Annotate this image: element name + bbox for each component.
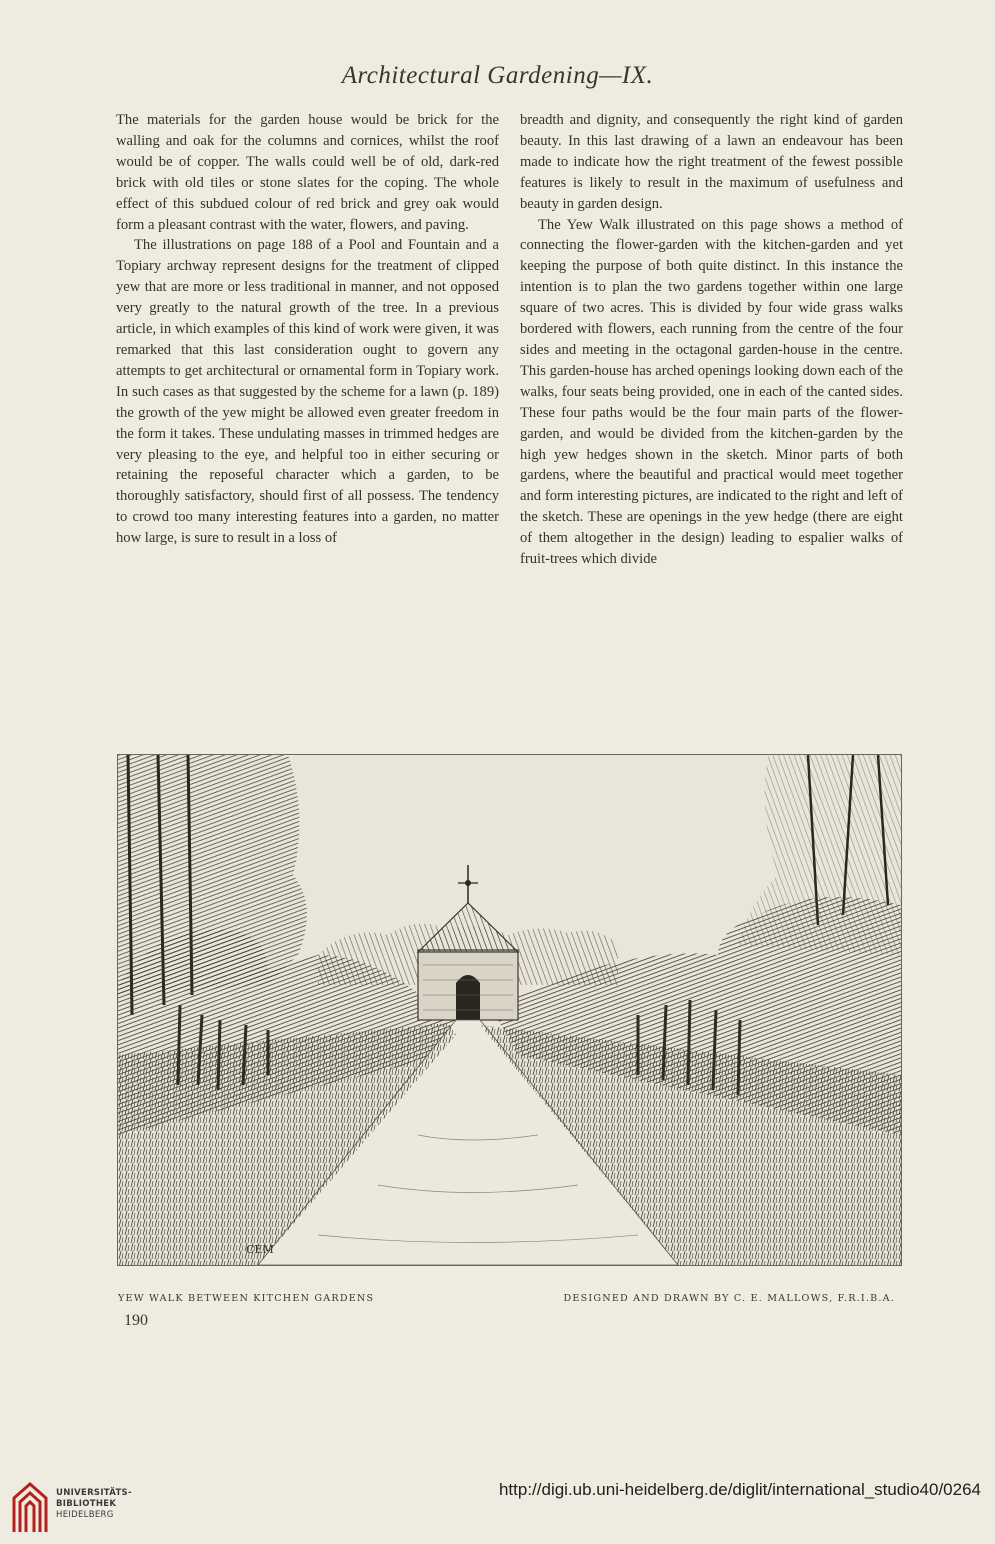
artist-signature: CEM (246, 1243, 274, 1256)
paragraph: breadth and dignity, and consequently the right kind of garden beauty. In this last drawing of a lawn an endeavour has been made to indicate how the right treatment of the fewest possible features is likely to result in the maximum of usefulness and beauty in garden design. (520, 112, 903, 212)
page-title: Architectural Gardening—IX. (341, 62, 654, 89)
article-left-column (116, 110, 499, 549)
article-right-column (520, 110, 903, 570)
library-name-line: BIBLIOTHEK (56, 1499, 117, 1509)
page-number: 190 (124, 1312, 148, 1329)
yew-walk-drawing (118, 755, 901, 1265)
figure-caption-right: DESIGNED AND DRAWN BY C. E. MALLOWS, F.R.I.B.A. (563, 1293, 895, 1304)
yew-walk-illustration (117, 754, 902, 1266)
source-url-link[interactable]: http://digi.ub.uni-heidelberg.de/diglit/international_studio40/0264 (498, 1480, 981, 1499)
paragraph: The Yew Walk illustrated on this page shows a method of connecting the flower-garden with the kitchen-garden and yet keeping the purpose of both quite distinct. In this instance the intention is to plan the two gardens together within one large square of two acres. This is divided by four wide grass walks bordered with flowers, each running from the centre of the four sides and meeting in the octagonal garden-house in the centre. This garden-house has arched openings looking down each of the walks, four seats being provided, one in each of the canted sides. These four paths would be the four main parts of the flower-garden, and would be divided from the kitchen-garden by the high yew hedges shown in the sketch. Minor parts of both gardens, where the beautiful and practical would meet together and form interesting pictures, are indicated to the right and left of the sketch. These are openings in the yew hedge (there are eight of them altogether in the design) leading to espalier walks of fruit-trees which divide (520, 216, 903, 568)
library-name-line: UNIVERSITÄTS- (56, 1488, 132, 1498)
figure-caption-left: YEW WALK BETWEEN KITCHEN GARDENS (118, 1293, 375, 1304)
library-name-line: HEIDELBERG (56, 1510, 114, 1520)
paragraph: The illustrations on page 188 of a Pool and Fountain and a Topiary archway represent designs for the treatment of clipped yew that are more or less traditional in manner, and not opposed very greatly to the natural growth of the tree. In a previous article, in which examples of this kind of work were given, it was remarked that this last consideration ought to govern any attempts to get architectural or ornamental form in Topiary work. In such cases as that suggested by the scheme for a lawn (p. 189) the growth of the yew might be allowed even greater freedom in the form it takes. These undulating masses in trimmed hedges are very pleasing to the eye, and helpful too in either securing or retaining the reposeful character which a garden, to be thoroughly satisfactory, should first of all possess. The tendency to crowd too many interesting features into a garden, no matter how large, is sure to result in a loss of (116, 237, 499, 547)
library-name (56, 1488, 132, 1521)
library-logo-icon (10, 1480, 50, 1536)
paragraph: The materials for the garden house would be brick for the walling and oak for the columns and cornices, whilst the roof would be of copper. The walls could well be of old, dark-red brick with old tiles or stone slates for the coping. The whole effect of this subdued colour of red brick and grey oak would form a pleasant contrast with the water, flowers, and paving. (116, 112, 499, 233)
